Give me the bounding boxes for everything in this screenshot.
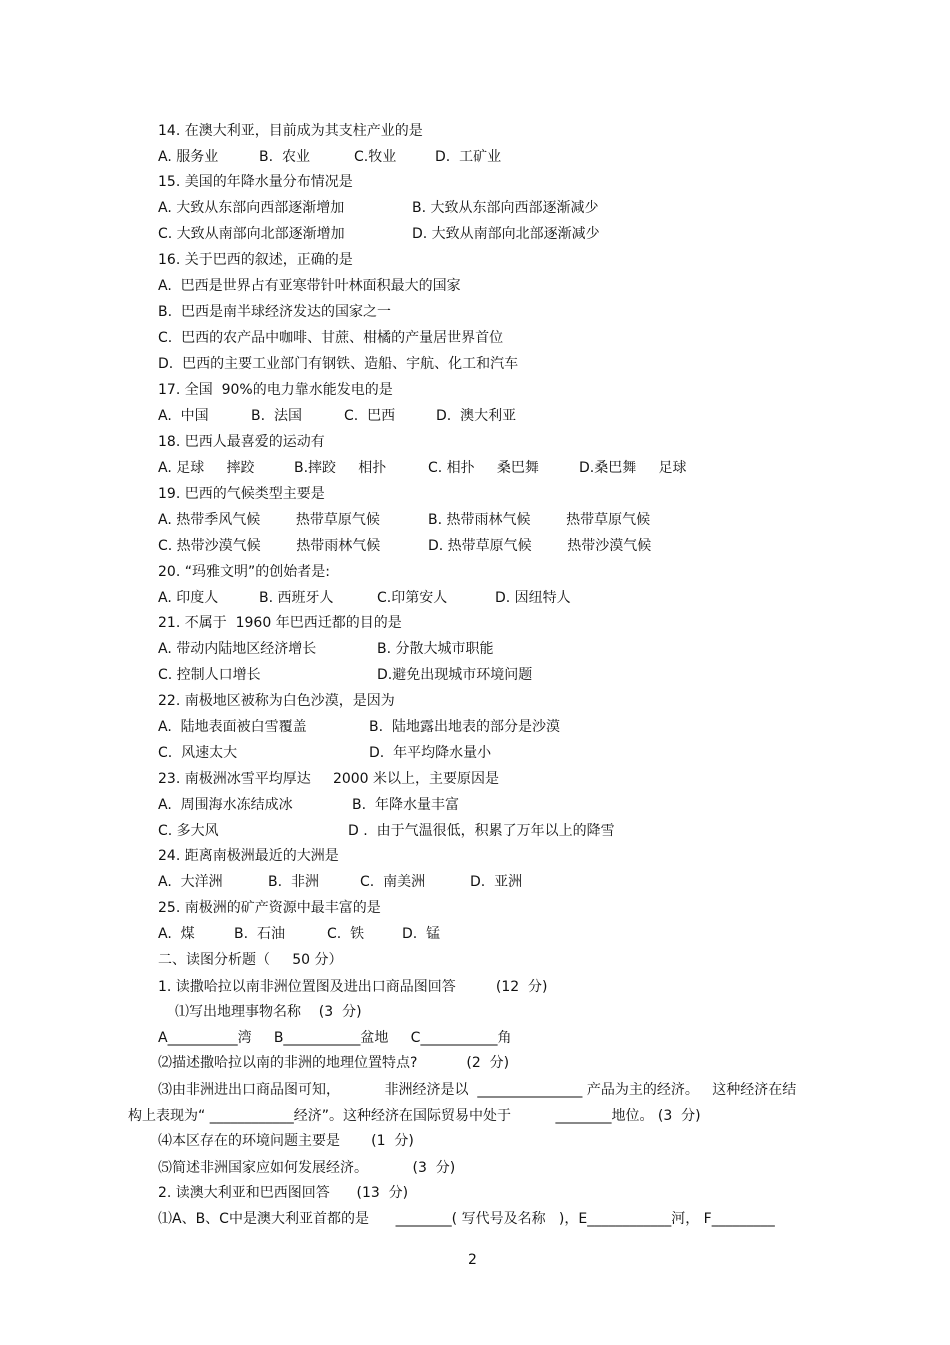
q18-option-a: A. 足球 摔跤 [158, 460, 255, 476]
q16-option-c: C. 巴西的农产品中咖啡、甘蔗、柑橘的产量居世界首位 [158, 330, 504, 346]
q15-stem: 15. 美国的年降水量分布情况是 [158, 174, 353, 190]
q24-option-c: C. 南美洲 [360, 874, 426, 890]
q21-option-c: C. 控制人口增长 [158, 667, 261, 683]
q17-option-c: C. 巴西 [344, 408, 396, 424]
q19-option-b: B. 热带雨林气候 热带草原气候 [428, 512, 651, 528]
page-number: 2 [468, 1252, 477, 1268]
q14-option-b: B. 农业 [259, 149, 310, 165]
p1-sub-2: ⑵描述撒哈拉以南的非洲的地理位置特点? (2 分) [158, 1055, 510, 1071]
q22-option-d: D. 年平均降水量小 [369, 745, 492, 761]
q15-option-a: A. 大致从东部向西部逐渐增加 [158, 200, 345, 216]
p1-sub-4: ⑷本区存在的环境问题主要是 (1 分) [158, 1133, 414, 1149]
q19-option-d: D. 热带草原气候 热带沙漠气候 [428, 538, 652, 554]
q22-option-b: B. 陆地露出地表的部分是沙漠 [369, 719, 560, 735]
q15-option-b: B. 大致从东部向西部逐渐减少 [412, 200, 599, 216]
q20-option-d: D. 因纽特人 [495, 590, 571, 606]
q14-option-a: A. 服务业 [158, 149, 219, 165]
q21-option-b: B. 分散大城市职能 [377, 641, 494, 657]
p2-sub-1: ⑴A、B、C中是澳大利亚首都的是 ________( 写代号及名称 )，E____________河， F_________ [158, 1211, 775, 1227]
p1-sub-1: ⑴写出地理事物名称 (3 分) [175, 1004, 362, 1020]
q24-option-b: B. 非洲 [268, 874, 319, 890]
q17-option-b: B. 法国 [251, 408, 302, 424]
q23-option-b: B. 年降水量丰富 [352, 797, 459, 813]
q25-option-c: C. 铁 [327, 926, 365, 942]
q14-option-c: C.牧业 [354, 149, 397, 165]
p1-sub-3-line2: 构上表现为“ ____________经济”。这种经济在国际贸易中处于 ________地位。 (3 分) [128, 1108, 701, 1124]
q16-option-d: D. 巴西的主要工业部门有钢铁、造船、宇航、化工和汽车 [158, 356, 519, 372]
q22-option-c: C. 风速太大 [158, 745, 238, 761]
q19-option-c: C. 热带沙漠气候 热带雨林气候 [158, 538, 381, 554]
q19-option-a: A. 热带季风气候 热带草原气候 [158, 512, 380, 528]
p2-stem: 2. 读澳大利亚和巴西图回答 (13 分) [158, 1185, 409, 1201]
q21-option-d: D.避免出现城市环境问题 [377, 667, 533, 683]
q20-option-a: A. 印度人 [158, 590, 219, 606]
p1-sub-1-blanks: A__________湾 B___________盆地 C___________角 [158, 1030, 512, 1046]
q16-option-a: A. 巴西是世界占有亚寒带针叶林面积最大的国家 [158, 278, 461, 294]
q25-option-b: B. 石油 [234, 926, 285, 942]
q18-option-b: B.摔跤 相扑 [294, 460, 387, 476]
q23-option-c: C. 多大风 [158, 823, 219, 839]
q25-stem: 25. 南极洲的矿产资源中最丰富的是 [158, 900, 381, 916]
q17-stem: 17. 全国 90%的电力靠水能发电的是 [158, 382, 393, 398]
q21-option-a: A. 带动内陆地区经济增长 [158, 641, 317, 657]
q17-option-d: D. 澳大利亚 [436, 408, 517, 424]
section-2-heading: 二、读图分析题（ 50 分） [158, 952, 343, 968]
q24-option-d: D. 亚洲 [470, 874, 523, 890]
q17-option-a: A. 中国 [158, 408, 209, 424]
p1-stem: 1. 读撒哈拉以南非洲位置图及进出口商品图回答 (12 分) [158, 979, 548, 995]
q23-option-a: A. 周围海水冻结成冰 [158, 797, 293, 813]
q18-option-c: C. 相扑 桑巴舞 [428, 460, 539, 476]
q23-option-d: D . 由于气温很低，积累了万年以上的降雪 [348, 823, 615, 839]
q25-option-d: D. 锰 [402, 926, 441, 942]
q22-option-a: A. 陆地表面被白雪覆盖 [158, 719, 307, 735]
q23-stem: 23. 南极洲冰雪平均厚达 2000 米以上，主要原因是 [158, 771, 500, 787]
q15-option-d: D. 大致从南部向北部逐渐减少 [412, 226, 600, 242]
q16-stem: 16. 关于巴西的叙述，正确的是 [158, 252, 353, 268]
p1-sub-3-line1: ⑶由非洲进出口商品图可知， 非洲经济是以 _______________ 产品为主的经济。 这种经济在结 [158, 1082, 797, 1098]
q22-stem: 22. 南极地区被称为白色沙漠，是因为 [158, 693, 395, 709]
q24-option-a: A. 大洋洲 [158, 874, 223, 890]
q18-option-d: D.桑巴舞 足球 [579, 460, 687, 476]
q15-option-c: C. 大致从南部向北部逐渐增加 [158, 226, 345, 242]
q14-option-d: D. 工矿业 [435, 149, 502, 165]
q18-stem: 18. 巴西人最喜爱的运动有 [158, 434, 325, 450]
q16-option-b: B. 巴西是南半球经济发达的国家之一 [158, 304, 391, 320]
q25-option-a: A. 煤 [158, 926, 195, 942]
p1-sub-5: ⑸简述非洲国家应如何发展经济。 (3 分) [158, 1160, 456, 1176]
q19-stem: 19. 巴西的气候类型主要是 [158, 486, 325, 502]
q24-stem: 24. 距离南极洲最近的大洲是 [158, 848, 339, 864]
q20-option-c: C.印第安人 [377, 590, 448, 606]
q14-stem: 14. 在澳大利亚，目前成为其支柱产业的是 [158, 123, 423, 139]
q20-option-b: B. 西班牙人 [259, 590, 334, 606]
q21-stem: 21. 不属于 1960 年巴西迁都的目的是 [158, 615, 402, 631]
q20-stem: 20. “玛雅文明”的创始者是: [158, 564, 330, 580]
